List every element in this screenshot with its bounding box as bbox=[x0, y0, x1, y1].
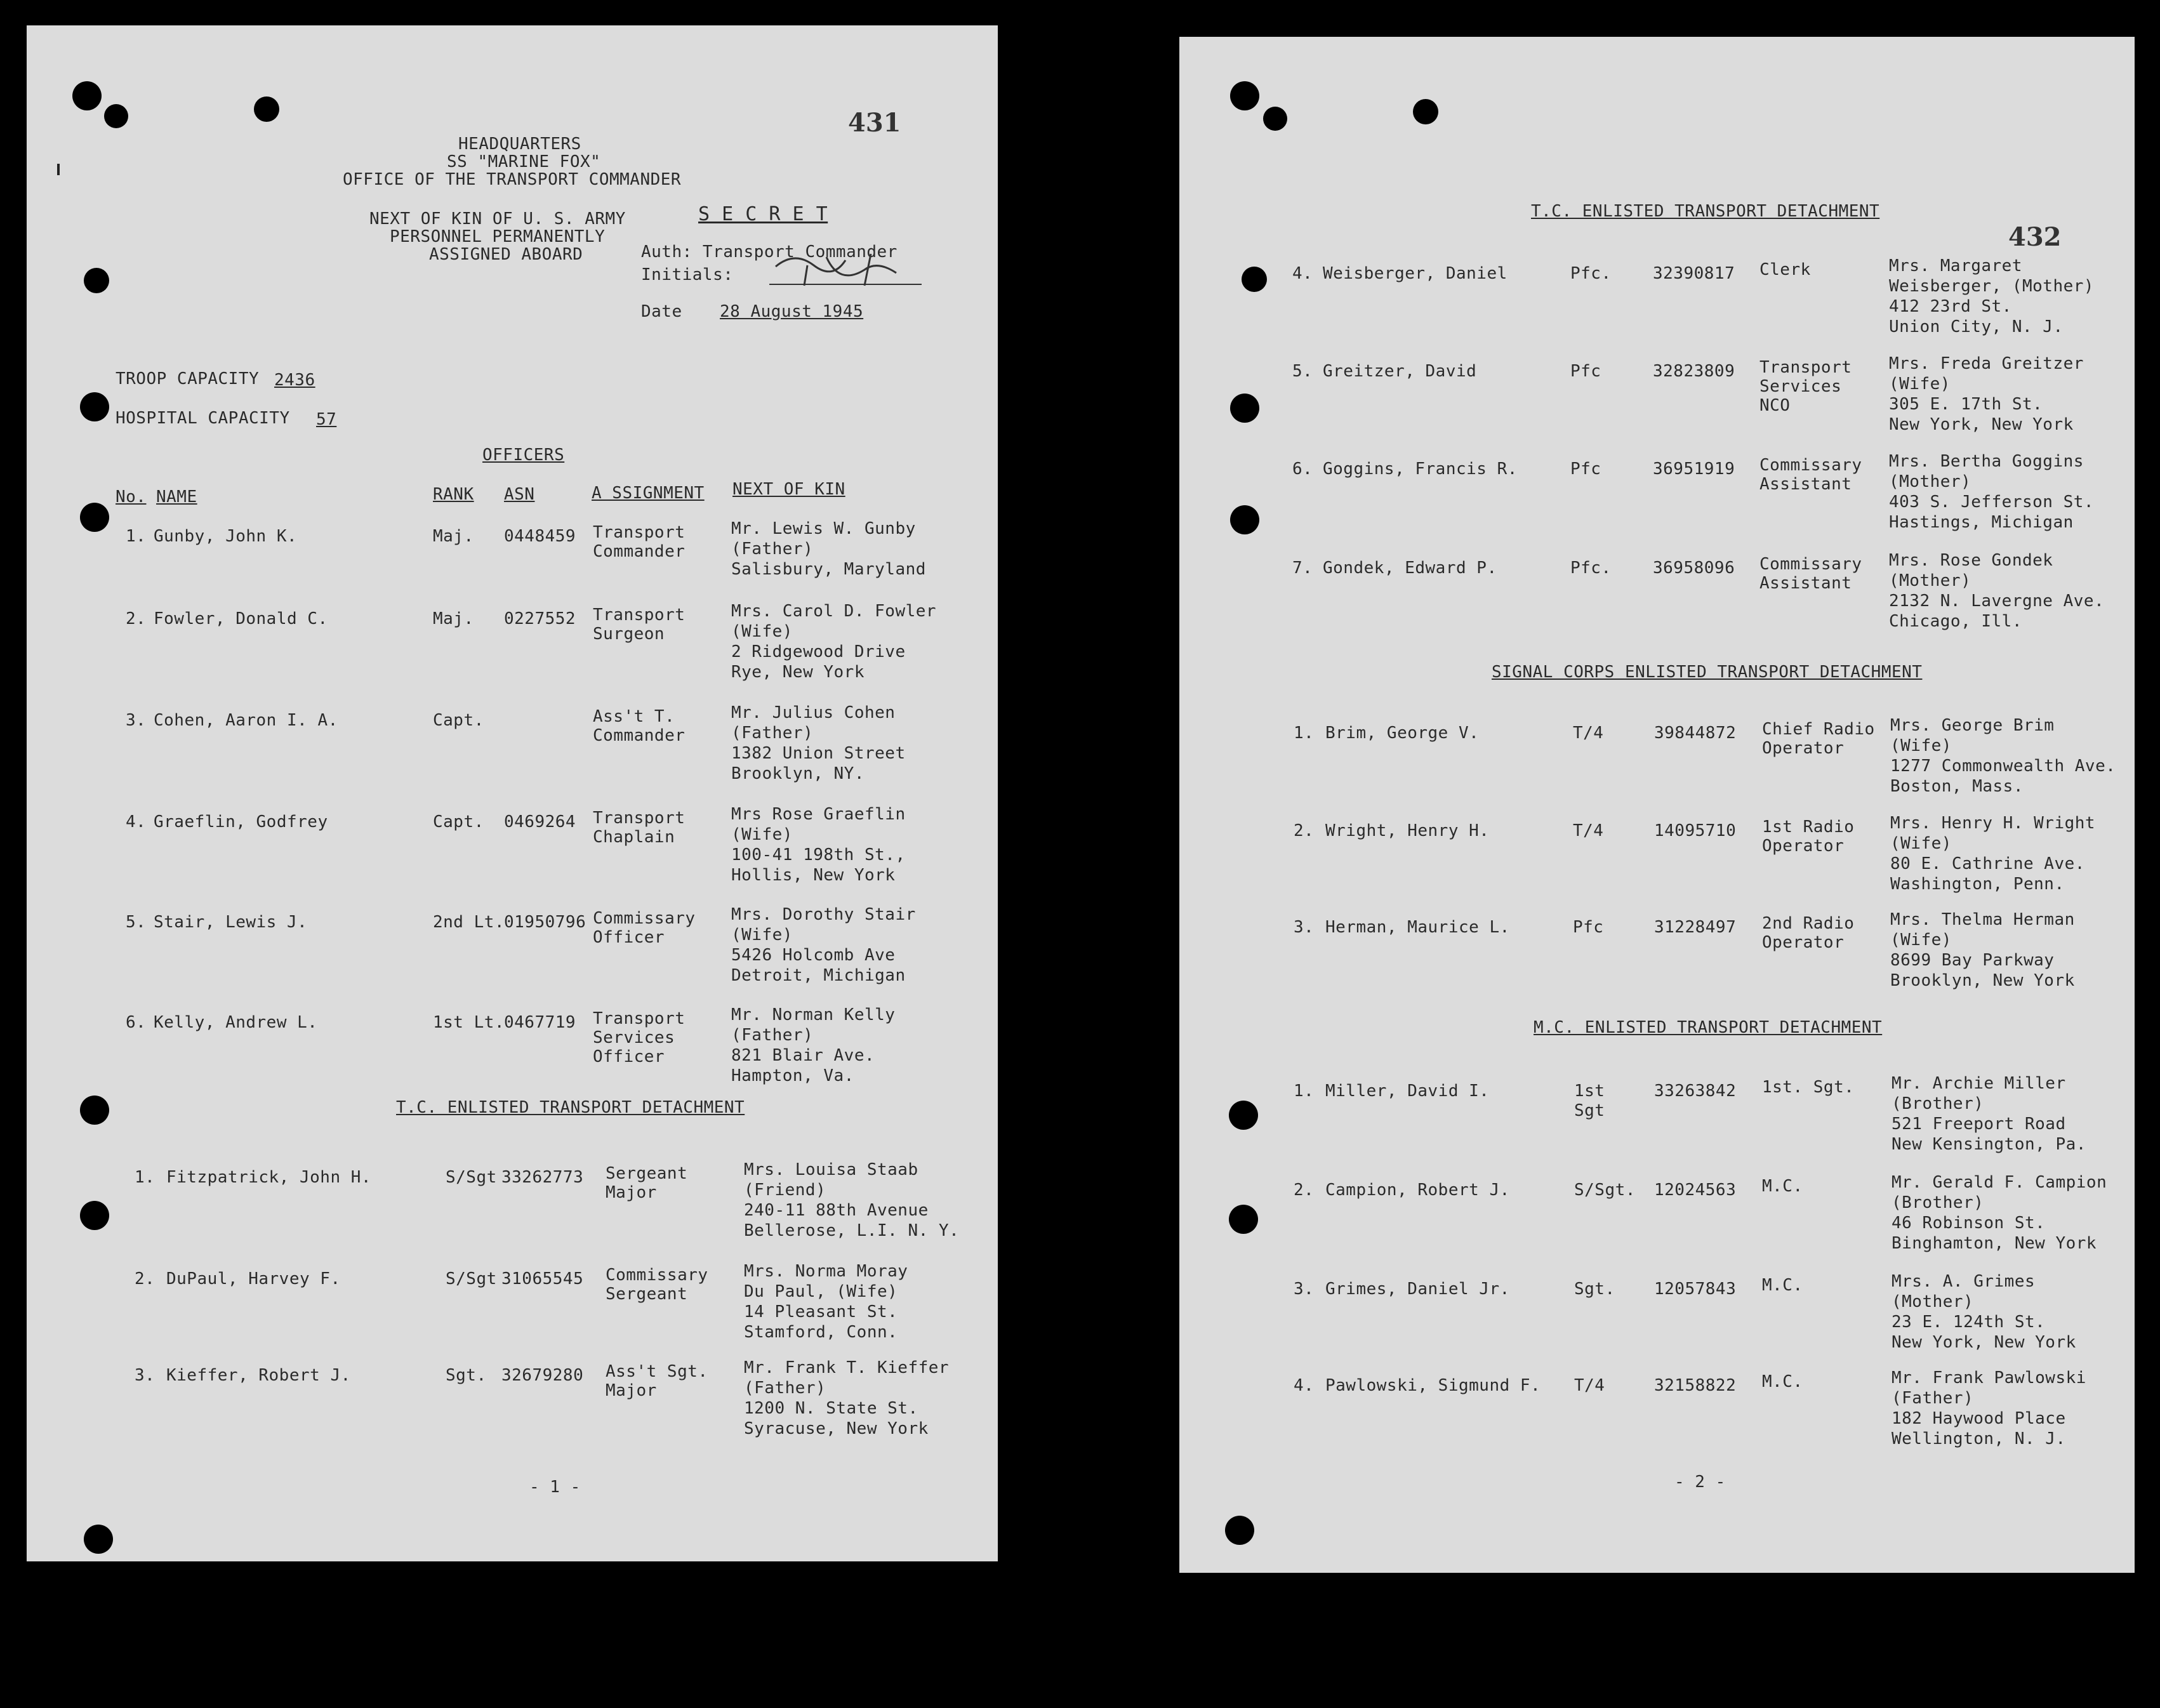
next-of-kin: Wellington, N. J. bbox=[1892, 1429, 2066, 1448]
col-next-of-kin: NEXT OF KIN bbox=[732, 480, 845, 499]
rank: Capt. bbox=[433, 812, 484, 831]
header-line: SS "MARINE FOX" bbox=[447, 152, 601, 171]
next-of-kin: 1382 Union Street bbox=[731, 744, 906, 763]
next-of-kin: (Father) bbox=[731, 724, 814, 743]
subheader-line: PERSONNEL PERMANENTLY bbox=[390, 227, 606, 246]
person-name: Fowler, Donald C. bbox=[154, 609, 328, 628]
next-of-kin: Mrs. A. Grimes bbox=[1892, 1272, 2036, 1291]
asn: 12024563 bbox=[1654, 1181, 1737, 1200]
next-of-kin: (Wife) bbox=[1889, 374, 1951, 394]
assignment: Transport bbox=[593, 523, 686, 542]
punch-hole bbox=[1225, 1516, 1254, 1545]
col-assignment: A SSIGNMENT bbox=[592, 484, 705, 503]
next-of-kin: Mrs. Thelma Herman bbox=[1890, 910, 2075, 929]
asn: 0227552 bbox=[504, 609, 576, 628]
assignment: Commander bbox=[593, 726, 686, 745]
next-of-kin: 14 Pleasant St. bbox=[744, 1302, 898, 1321]
rank: S/Sgt. bbox=[1574, 1181, 1636, 1200]
next-of-kin: (Brother) bbox=[1892, 1094, 1984, 1113]
asn: 36951919 bbox=[1653, 460, 1735, 479]
officers-heading: OFFICERS bbox=[482, 446, 565, 465]
row-number: 6. bbox=[1292, 460, 1313, 479]
next-of-kin: Mrs. Bertha Goggins bbox=[1889, 452, 2084, 471]
row-number: 1. bbox=[135, 1168, 156, 1187]
punch-hole bbox=[80, 503, 109, 532]
next-of-kin: (Wife) bbox=[731, 622, 793, 641]
asn: 36958096 bbox=[1653, 559, 1735, 578]
assignment: Commissary bbox=[593, 909, 696, 928]
row-number: 6. bbox=[126, 1013, 147, 1032]
row-number: 1. bbox=[126, 527, 147, 546]
troop-capacity-value: 2436 bbox=[274, 371, 315, 390]
assignment: Commissary bbox=[606, 1266, 708, 1285]
next-of-kin: Brooklyn, New York bbox=[1890, 971, 2075, 990]
next-of-kin: 5426 Holcomb Ave bbox=[731, 946, 896, 965]
asn: 0469264 bbox=[504, 812, 576, 831]
next-of-kin: 305 E. 17th St. bbox=[1889, 395, 2043, 414]
assignment: Sergeant bbox=[606, 1164, 688, 1183]
next-of-kin: Binghamton, New York bbox=[1892, 1234, 2097, 1253]
assignment: Chief Radio bbox=[1762, 720, 1875, 739]
rank: Capt. bbox=[433, 711, 484, 730]
next-of-kin: Mrs. Freda Greitzer bbox=[1889, 354, 2084, 373]
next-of-kin: Mrs. Norma Moray bbox=[744, 1262, 908, 1281]
row-number: 2. bbox=[1294, 821, 1315, 840]
row-number: 4. bbox=[1292, 264, 1313, 283]
col-rank: RANK bbox=[433, 485, 474, 504]
next-of-kin: 521 Freeport Road bbox=[1892, 1115, 2066, 1134]
next-of-kin: Detroit, Michigan bbox=[731, 966, 906, 985]
punch-hole bbox=[80, 1096, 109, 1125]
next-of-kin: 2 Ridgewood Drive bbox=[731, 642, 906, 661]
tc-enlisted-heading: T.C. ENLISTED TRANSPORT DETACHMENT bbox=[1531, 202, 1880, 221]
next-of-kin: 23 E. 124th St. bbox=[1892, 1313, 2046, 1332]
person-name: Cohen, Aaron I. A. bbox=[154, 711, 338, 730]
secret-date: 28 August 1945 bbox=[720, 302, 864, 321]
next-of-kin: Rye, New York bbox=[731, 663, 865, 682]
person-name: DuPaul, Harvey F. bbox=[166, 1269, 341, 1288]
next-of-kin: Washington, Penn. bbox=[1890, 875, 2065, 894]
troop-capacity-label: TROOP CAPACITY bbox=[116, 369, 260, 388]
person-name: Kieffer, Robert J. bbox=[166, 1366, 351, 1385]
next-of-kin: 46 Robinson St. bbox=[1892, 1214, 2046, 1233]
next-of-kin: Mrs. Rose Gondek bbox=[1889, 551, 2053, 570]
person-name: Pawlowski, Sigmund F. bbox=[1325, 1376, 1541, 1395]
next-of-kin: 1200 N. State St. bbox=[744, 1399, 918, 1418]
next-of-kin: (Mother) bbox=[1892, 1292, 1974, 1311]
next-of-kin: (Friend) bbox=[744, 1181, 826, 1200]
rank: Sgt. bbox=[446, 1366, 487, 1385]
next-of-kin: 1277 Commonwealth Ave. bbox=[1890, 757, 2116, 776]
person-name: Campion, Robert J. bbox=[1325, 1181, 1510, 1200]
assignment: Commissary bbox=[1759, 456, 1862, 475]
rank: Pfc. bbox=[1570, 264, 1612, 283]
col-no: No. bbox=[116, 487, 147, 506]
punch-hole bbox=[1242, 267, 1267, 292]
next-of-kin: Mrs. Henry H. Wright bbox=[1890, 814, 2096, 833]
next-of-kin: 240-11 88th Avenue bbox=[744, 1201, 929, 1220]
rank: T/4 bbox=[1573, 724, 1604, 743]
next-of-kin: Syracuse, New York bbox=[744, 1419, 929, 1438]
row-number: 4. bbox=[126, 812, 147, 831]
assignment: Commander bbox=[593, 542, 686, 561]
page-footer: - 2 - bbox=[1674, 1473, 1726, 1492]
asn: 12057843 bbox=[1654, 1280, 1737, 1299]
row-number: 1. bbox=[1294, 724, 1315, 743]
person-name: Kelly, Andrew L. bbox=[154, 1013, 318, 1032]
hospital-capacity-label: HOSPITAL CAPACITY bbox=[116, 409, 290, 428]
next-of-kin: 80 E. Cathrine Ave. bbox=[1890, 854, 2085, 873]
row-number: 4. bbox=[1294, 1376, 1315, 1395]
assignment: Clerk bbox=[1759, 260, 1811, 279]
assignment: Transport bbox=[593, 1009, 686, 1028]
assignment: Assistant bbox=[1759, 475, 1852, 494]
asn: 31228497 bbox=[1654, 918, 1737, 937]
punch-hole bbox=[1230, 394, 1259, 423]
row-number: 2. bbox=[135, 1269, 156, 1288]
person-name: Miller, David I. bbox=[1325, 1082, 1490, 1101]
assignment: M.C. bbox=[1762, 1372, 1803, 1391]
rank: Maj. bbox=[433, 609, 474, 628]
next-of-kin: (Mother) bbox=[1889, 472, 1971, 491]
person-name: Brim, George V. bbox=[1325, 724, 1480, 743]
asn: 0448459 bbox=[504, 527, 576, 546]
person-name: Grimes, Daniel Jr. bbox=[1325, 1280, 1510, 1299]
next-of-kin: (Wife) bbox=[731, 825, 793, 844]
page-number: 431 bbox=[848, 108, 901, 138]
asn: 01950796 bbox=[504, 913, 586, 932]
rank: S/Sgt bbox=[446, 1168, 497, 1187]
hospital-capacity-value: 57 bbox=[316, 410, 337, 429]
punch-hole bbox=[80, 392, 109, 421]
next-of-kin: (Brother) bbox=[1892, 1193, 1984, 1212]
assignment: Ass't T. bbox=[593, 707, 675, 726]
person-name: Weisberger, Daniel bbox=[1323, 264, 1507, 283]
assignment: Sergeant bbox=[606, 1285, 688, 1304]
next-of-kin: Boston, Mass. bbox=[1890, 777, 2024, 796]
row-number: 2. bbox=[1294, 1181, 1315, 1200]
next-of-kin: (Wife) bbox=[1890, 930, 1952, 950]
next-of-kin: Brooklyn, NY. bbox=[731, 764, 865, 783]
row-number: 5. bbox=[126, 913, 147, 932]
asn: 32679280 bbox=[501, 1366, 584, 1385]
person-name: Gunby, John K. bbox=[154, 527, 298, 546]
punch-hole bbox=[104, 104, 128, 128]
assignment: Major bbox=[606, 1381, 657, 1400]
asn: 33263842 bbox=[1654, 1082, 1737, 1101]
assignment: Surgeon bbox=[593, 625, 665, 644]
next-of-kin: Chicago, Ill. bbox=[1889, 612, 2022, 631]
punch-hole bbox=[1413, 99, 1438, 124]
rank: Pfc. bbox=[1570, 559, 1612, 578]
page-footer: - 1 - bbox=[529, 1478, 581, 1497]
subheader-line: ASSIGNED ABOARD bbox=[429, 245, 583, 264]
asn: 32390817 bbox=[1653, 264, 1735, 283]
header-line: OFFICE OF THE TRANSPORT COMMANDER bbox=[343, 170, 682, 189]
punch-hole bbox=[254, 96, 279, 122]
col-asn: ASN bbox=[504, 485, 535, 504]
asn: 0467719 bbox=[504, 1013, 576, 1032]
next-of-kin: Mr. Archie Miller bbox=[1892, 1074, 2066, 1093]
person-name: Stair, Lewis J. bbox=[154, 913, 308, 932]
next-of-kin: Mrs. George Brim bbox=[1890, 716, 2055, 735]
assignment: Chaplain bbox=[593, 828, 675, 847]
row-number: 5. bbox=[1292, 362, 1313, 381]
asn: 33262773 bbox=[501, 1168, 584, 1187]
rank: T/4 bbox=[1573, 821, 1604, 840]
next-of-kin: 2132 N. Lavergne Ave. bbox=[1889, 592, 2105, 611]
next-of-kin: (Father) bbox=[731, 1026, 814, 1045]
next-of-kin: (Father) bbox=[744, 1379, 826, 1398]
punch-hole bbox=[80, 1201, 109, 1230]
next-of-kin: Weisberger, (Mother) bbox=[1889, 277, 2095, 296]
punch-hole bbox=[1229, 1101, 1258, 1130]
next-of-kin: 412 23rd St. bbox=[1889, 297, 2012, 316]
assignment: Officer bbox=[593, 928, 665, 947]
asn: 39844872 bbox=[1654, 724, 1737, 743]
next-of-kin: Mr. Lewis W. Gunby bbox=[731, 519, 916, 538]
assignment: Services bbox=[1759, 377, 1842, 396]
row-number: 3. bbox=[1294, 918, 1315, 937]
next-of-kin: 821 Blair Ave. bbox=[731, 1046, 875, 1065]
assignment: Assistant bbox=[1759, 574, 1852, 593]
punch-hole bbox=[1263, 107, 1287, 131]
row-number: 1. bbox=[1294, 1082, 1315, 1101]
assignment: Transport bbox=[593, 606, 686, 625]
rank: Pfc bbox=[1570, 460, 1601, 479]
col-name: NAME bbox=[156, 487, 197, 506]
subheader-line: NEXT OF KIN OF U. S. ARMY bbox=[369, 209, 626, 228]
next-of-kin: Mr. Norman Kelly bbox=[731, 1005, 896, 1024]
assignment: 1st. Sgt. bbox=[1762, 1078, 1855, 1097]
punch-hole bbox=[84, 1525, 113, 1554]
row-number: 3. bbox=[1294, 1280, 1315, 1299]
person-name: Herman, Maurice L. bbox=[1325, 918, 1510, 937]
assignment: Operator bbox=[1762, 739, 1845, 758]
person-name: Goggins, Francis R. bbox=[1323, 460, 1518, 479]
rank: 1st Lt. bbox=[433, 1013, 505, 1032]
next-of-kin: Mrs. Carol D. Fowler bbox=[731, 602, 937, 621]
assignment: Operator bbox=[1762, 837, 1845, 856]
assignment: Transport bbox=[593, 809, 686, 828]
punch-hole bbox=[84, 268, 109, 293]
rank: S/Sgt bbox=[446, 1269, 497, 1288]
next-of-kin: Union City, N. J. bbox=[1889, 317, 2064, 336]
assignment: 2nd Radio bbox=[1762, 914, 1855, 933]
assignment: Operator bbox=[1762, 933, 1845, 952]
secret-title: S E C R E T bbox=[698, 203, 828, 225]
assignment: M.C. bbox=[1762, 1177, 1803, 1196]
mc-enlisted-heading: M.C. ENLISTED TRANSPORT DETACHMENT bbox=[1534, 1018, 1883, 1037]
person-name: Fitzpatrick, John H. bbox=[166, 1168, 372, 1187]
next-of-kin: (Wife) bbox=[1890, 834, 1952, 853]
asn: 14095710 bbox=[1654, 821, 1737, 840]
secret-date-label: Date bbox=[641, 302, 682, 321]
rank: Pfc bbox=[1570, 362, 1601, 381]
next-of-kin: (Wife) bbox=[1890, 736, 1952, 755]
asn: 31065545 bbox=[501, 1269, 584, 1288]
next-of-kin: Hastings, Michigan bbox=[1889, 513, 2074, 532]
next-of-kin: Mr. Frank Pawlowski bbox=[1892, 1368, 2086, 1387]
row-number: 3. bbox=[126, 711, 147, 730]
row-number: 7. bbox=[1292, 559, 1313, 578]
next-of-kin: New York, New York bbox=[1892, 1333, 2076, 1352]
next-of-kin: Stamford, Conn. bbox=[744, 1323, 898, 1342]
next-of-kin: 403 S. Jefferson St. bbox=[1889, 493, 2095, 512]
next-of-kin: New Kensington, Pa. bbox=[1892, 1135, 2086, 1154]
next-of-kin: Mr. Julius Cohen bbox=[731, 703, 896, 722]
next-of-kin: Mrs. Louisa Staab bbox=[744, 1160, 918, 1179]
person-name: Gondek, Edward P. bbox=[1323, 559, 1497, 578]
header-line: HEADQUARTERS bbox=[458, 135, 581, 154]
person-name: Wright, Henry H. bbox=[1325, 821, 1490, 840]
rank: 1st Sgt bbox=[1574, 1082, 1605, 1120]
rank: Maj. bbox=[433, 527, 474, 546]
next-of-kin: (Father) bbox=[731, 540, 814, 559]
document-page-2 bbox=[1179, 37, 2135, 1573]
next-of-kin: New York, New York bbox=[1889, 415, 2074, 434]
document-page-1 bbox=[27, 25, 998, 1561]
assignment: Transport bbox=[1759, 358, 1852, 377]
rank: Sgt. bbox=[1574, 1280, 1615, 1299]
next-of-kin: Mr. Gerald F. Campion bbox=[1892, 1173, 2107, 1192]
next-of-kin: Mrs Rose Graeflin bbox=[731, 805, 906, 824]
punch-hole bbox=[1229, 1205, 1258, 1234]
next-of-kin: (Mother) bbox=[1889, 571, 1971, 590]
assignment: 1st Radio bbox=[1762, 818, 1855, 837]
initials-signature bbox=[769, 248, 922, 292]
assignment: Services bbox=[593, 1028, 675, 1047]
page-number: 432 bbox=[2008, 222, 2062, 252]
punch-hole bbox=[1230, 81, 1259, 110]
next-of-kin: 8699 Bay Parkway bbox=[1890, 951, 2055, 970]
next-of-kin: Hollis, New York bbox=[731, 866, 896, 885]
assignment: Officer bbox=[593, 1047, 665, 1066]
rank: Pfc bbox=[1573, 918, 1604, 937]
person-name: Greitzer, David bbox=[1323, 362, 1477, 381]
secret-auth: Auth: Transport Commander bbox=[641, 242, 898, 261]
signal-corps-heading: SIGNAL CORPS ENLISTED TRANSPORT DETACHMENT bbox=[1492, 663, 1923, 682]
next-of-kin: (Wife) bbox=[731, 925, 793, 944]
next-of-kin: Du Paul, (Wife) bbox=[744, 1282, 898, 1301]
row-number: 2. bbox=[126, 609, 147, 628]
row-number: 3. bbox=[135, 1366, 156, 1385]
assignment: M.C. bbox=[1762, 1276, 1803, 1295]
rank: 2nd Lt. bbox=[433, 913, 505, 932]
next-of-kin: Mrs. Margaret bbox=[1889, 256, 2022, 275]
next-of-kin: 182 Haywood Place bbox=[1892, 1409, 2066, 1428]
next-of-kin: Bellerose, L.I. N. Y. bbox=[744, 1221, 960, 1240]
punch-hole bbox=[1230, 505, 1259, 534]
assignment: Major bbox=[606, 1183, 657, 1202]
next-of-kin: Salisbury, Maryland bbox=[731, 560, 926, 579]
next-of-kin: (Father) bbox=[1892, 1389, 1974, 1408]
next-of-kin: Hampton, Va. bbox=[731, 1066, 854, 1085]
asn: 32823809 bbox=[1653, 362, 1735, 381]
next-of-kin: Mr. Frank T. Kieffer bbox=[744, 1358, 950, 1377]
next-of-kin: Mrs. Dorothy Stair bbox=[731, 905, 916, 924]
punch-hole bbox=[72, 81, 102, 110]
rank: T/4 bbox=[1574, 1376, 1605, 1395]
tc-enlisted-heading: T.C. ENLISTED TRANSPORT DETACHMENT bbox=[396, 1098, 745, 1117]
assignment: NCO bbox=[1759, 396, 1791, 415]
asn: 32158822 bbox=[1654, 1376, 1737, 1395]
secret-initials-label: Initials: bbox=[641, 265, 734, 284]
margin-mark bbox=[57, 164, 60, 175]
next-of-kin: 100-41 198th St., bbox=[731, 845, 906, 864]
assignment: Ass't Sgt. bbox=[606, 1362, 708, 1381]
assignment: Commissary bbox=[1759, 555, 1862, 574]
person-name: Graeflin, Godfrey bbox=[154, 812, 328, 831]
